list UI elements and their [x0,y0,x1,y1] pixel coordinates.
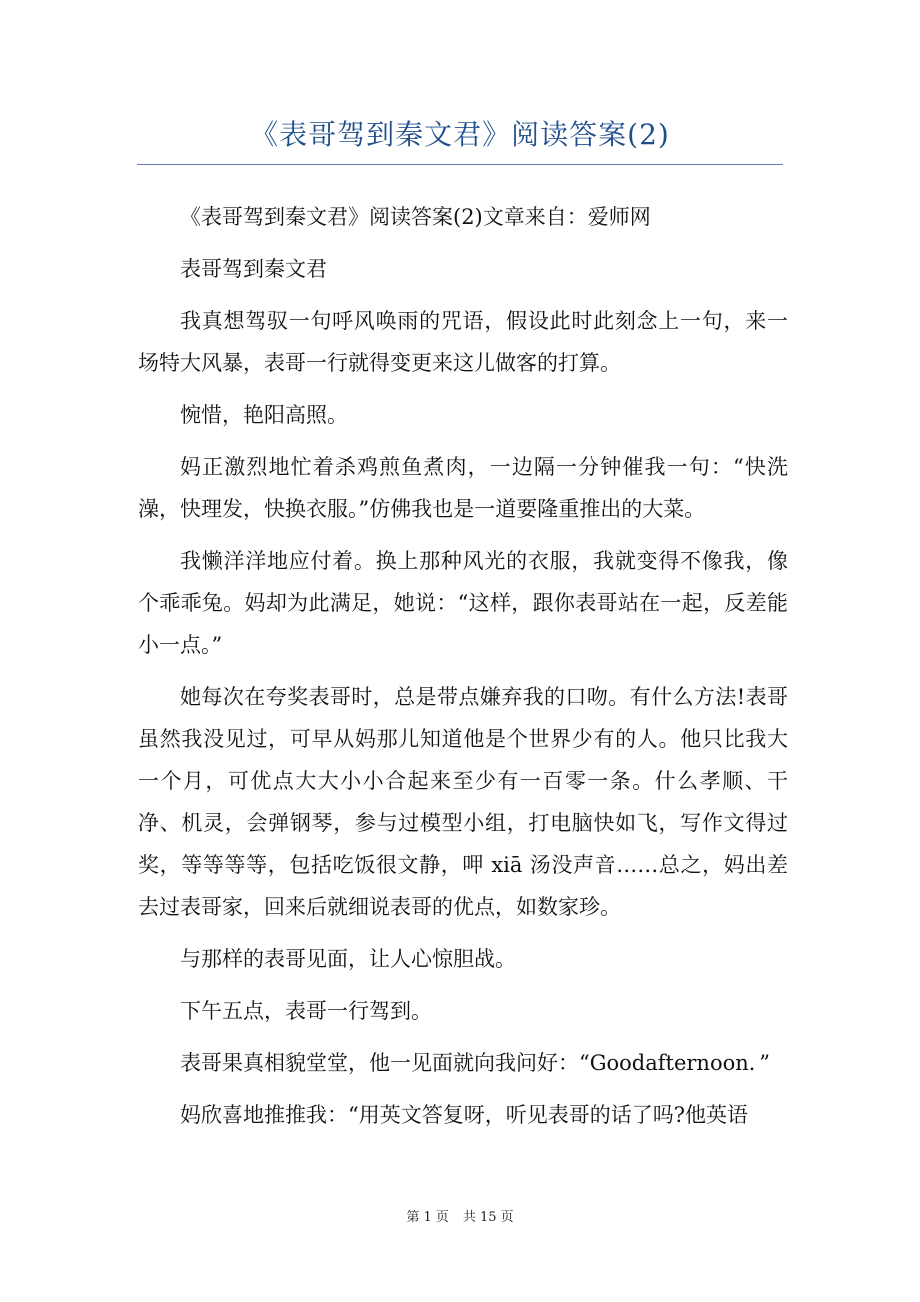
paragraph: 我懒洋洋地应付着。换上那种风光的衣服，我就变得不像我，像个乖乖兔。妈却为此满足，她说：“这样，跟你表哥站在一起，反差能小一点。” [138,549,788,657]
page-total: 共 15 页 [462,1210,514,1225]
document-title: 《表哥驾到秦文君》阅读答案(2) [250,118,670,151]
paragraph: 我真想驾驭一句呼风唤雨的咒语，假设此时此刻念上一句，来一场特大风暴，表哥一行就得变更来这儿做客的打算。 [138,309,788,375]
paragraph-source: 《表哥驾到秦文君》阅读答案(2)文章来自：爱师网 [180,205,651,229]
paragraph: 与那样的表哥见面，让人心惊胆战。 [180,947,516,971]
paragraph-heading: 表哥驾到秦文君 [180,257,327,281]
paragraph: 妈正激烈地忙着杀鸡煎鱼煮肉，一边隔一分钟催我一句：“快洗澡，快理发，快换衣服。”仿佛我也是一道要隆重推出的大菜。 [138,455,788,521]
page-footer [0,1206,920,1225]
paragraph: 她每次在夸奖表哥时，总是带点嫌弃我的口吻。有什么方法!表哥虽然我没见过，可早从妈那儿知道他是个世界少有的人。他只比我大一个月，可优点大大小小合起来至少有一百零一条。什么孝顺、干净、机灵，会弹钢琴，参与过模型小组，打电脑快如飞，写作文得过奖，等等等等，包括吃饭很文静，呷 xiā 汤没声音……总之，妈出差去过表哥家，回来后就细说表哥的优点，如数家珍。 [138,685,788,919]
paragraph: 惋惜，艳阳高照。 [180,403,348,427]
document-body [138,196,788,1146]
paragraph: 下午五点，表哥一行驾到。 [180,999,432,1023]
paragraph: 表哥果真相貌堂堂，他一见面就向我问好：“Goodafternoon．” [180,1051,771,1075]
paragraph: 妈欣喜地推推我：“用英文答复呀，听见表哥的话了吗?他英语 [180,1103,748,1127]
title-divider [137,164,783,165]
page-number: 第 1 页 [406,1210,449,1225]
